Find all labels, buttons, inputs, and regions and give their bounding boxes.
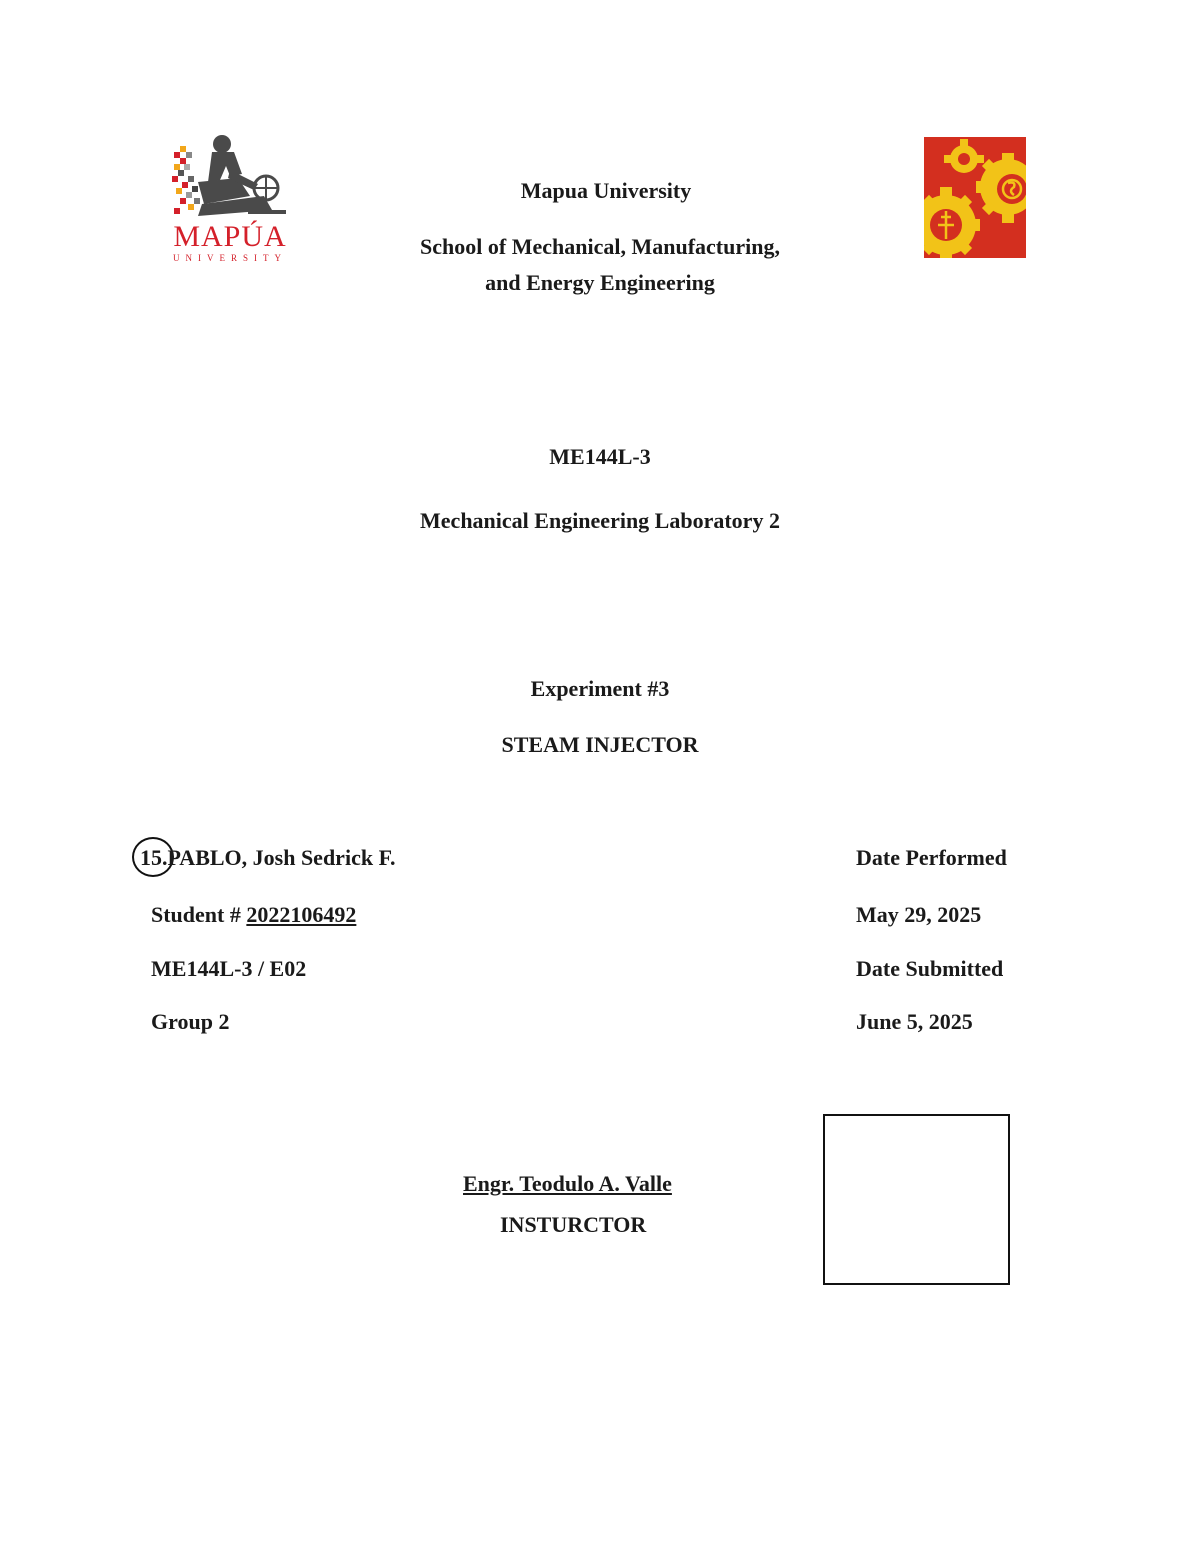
- mapua-subtext: UNIVERSITY: [173, 253, 287, 263]
- student-number-label: Student #: [151, 902, 247, 927]
- school-name-line1: School of Mechanical, Manufacturing,: [420, 234, 780, 259]
- date-submitted-label: Date Submitted: [856, 956, 1004, 981]
- class-number: 15.: [140, 845, 168, 870]
- grade-box: [823, 1114, 1010, 1285]
- university-name: Mapua University: [520, 178, 692, 203]
- experiment-number: Experiment #3: [530, 676, 670, 701]
- date-submitted: June 5, 2025: [856, 1009, 973, 1034]
- instructor-role: INSTURCTOR: [500, 1212, 647, 1237]
- student-name: PABLO, Josh Sedrick F.: [167, 845, 396, 870]
- group: Group 2: [151, 1009, 230, 1034]
- course-code: ME144L-3: [549, 444, 651, 469]
- school-name-line2: and Energy Engineering: [485, 270, 715, 295]
- date-performed: May 29, 2025: [856, 902, 982, 927]
- mapua-wordmark: MAPÚA: [173, 220, 287, 253]
- student-line: [140, 847, 395, 869]
- section: ME144L-3 / E02: [151, 956, 307, 981]
- mapua-figure-icon: [168, 130, 292, 222]
- student-number-line: [151, 904, 356, 926]
- date-performed-label: Date Performed: [856, 845, 1007, 870]
- instructor-name-text: Engr. Teodulo A. Valle: [463, 1171, 672, 1196]
- instructor-name: [463, 1173, 672, 1195]
- course-title: Mechanical Engineering Laboratory 2: [420, 508, 780, 533]
- experiment-title: STEAM INJECTOR: [501, 732, 699, 757]
- student-number: 2022106492: [246, 902, 357, 927]
